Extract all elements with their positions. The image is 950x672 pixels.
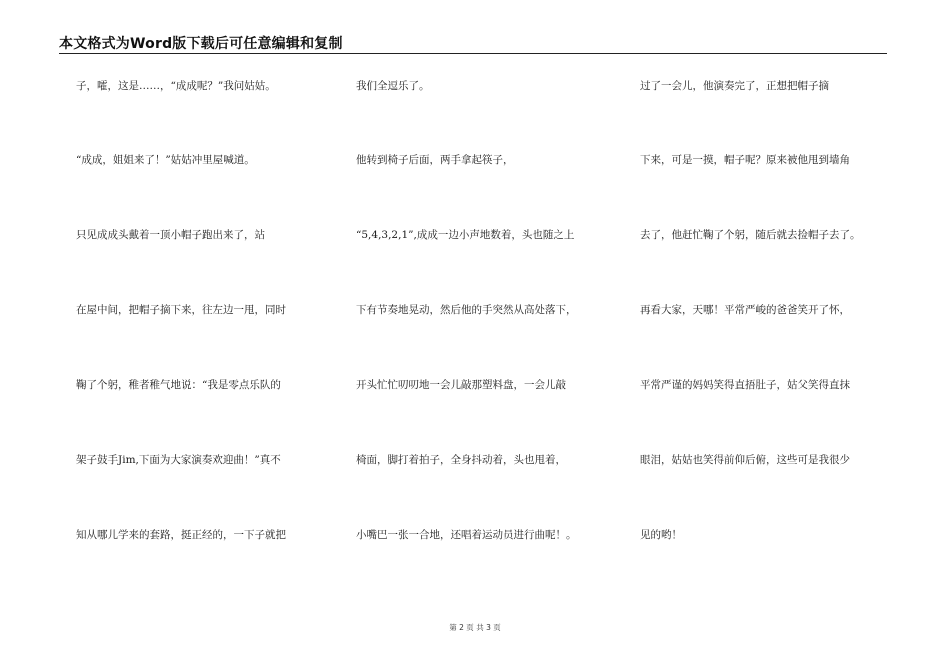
text-line: 架子鼓手Jim,下面为大家演奏欢迎曲！”真不 <box>76 454 281 466</box>
text-line: 椅面，脚打着拍子，全身抖动着，头也甩着， <box>356 454 566 466</box>
text-line: “5,4,3,2,1”,成成一边小声地数着，头也随之上 <box>356 229 575 241</box>
text-line: 下来，可是一摸，帽子呢？原来被他甩到墙角 <box>640 154 850 166</box>
text-line: 小嘴巴一张一合地，还唱着运动员进行曲呢！。 <box>356 529 577 541</box>
text-line: 鞠了个躬，稚者稚气地说：“我是零点乐队的 <box>76 379 281 391</box>
text-line: 见的哟！ <box>640 529 682 541</box>
text-line: 去了，他赶忙鞠了个躬，随后就去捡帽子去了。 <box>640 229 861 241</box>
header-title: 本文格式为Word版下载后可任意编辑和复制 <box>59 36 343 52</box>
text-line: 在屋中间，把帽子摘下来，往左边一甩，同时 <box>76 304 286 316</box>
text-column-1 <box>76 0 324 620</box>
text-line: 再看大家，天哪！平常严峻的爸爸笑开了怀， <box>640 304 850 316</box>
text-line: 过了一会儿，他演奏完了，正想把帽子摘 <box>640 80 829 92</box>
text-column-3 <box>640 0 892 620</box>
text-line: 只见成成头戴着一顶小帽子跑出来了，站 <box>76 229 265 241</box>
text-line: “成成，姐姐来了！”姑姑冲里屋喊道。 <box>76 154 255 166</box>
text-line: 我们全逗乐了。 <box>356 80 430 92</box>
text-line: 下有节奏地晃动，然后他的手突然从高处落下， <box>356 304 577 316</box>
text-line: 开头忙忙叨叨地一会儿敲那塑料盘，一会儿敲 <box>356 379 566 391</box>
text-line: 他转到椅子后面，两手拿起筷子， <box>356 154 514 166</box>
text-line: 平常严谨的妈妈笑得直捂肚子，姑父笑得直抹 <box>640 379 850 391</box>
text-line: 子，嚯，这是……，“成成呢？”我问姑姑。 <box>76 80 276 92</box>
text-column-2 <box>356 0 616 620</box>
text-line: 眼泪，姑姑也笑得前仰后俯，这些可是我很少 <box>640 454 850 466</box>
page-number-footer: 第 2 页 共 3 页 <box>449 623 501 632</box>
text-line: 知从哪儿学来的套路，挺正经的，一下子就把 <box>76 529 286 541</box>
